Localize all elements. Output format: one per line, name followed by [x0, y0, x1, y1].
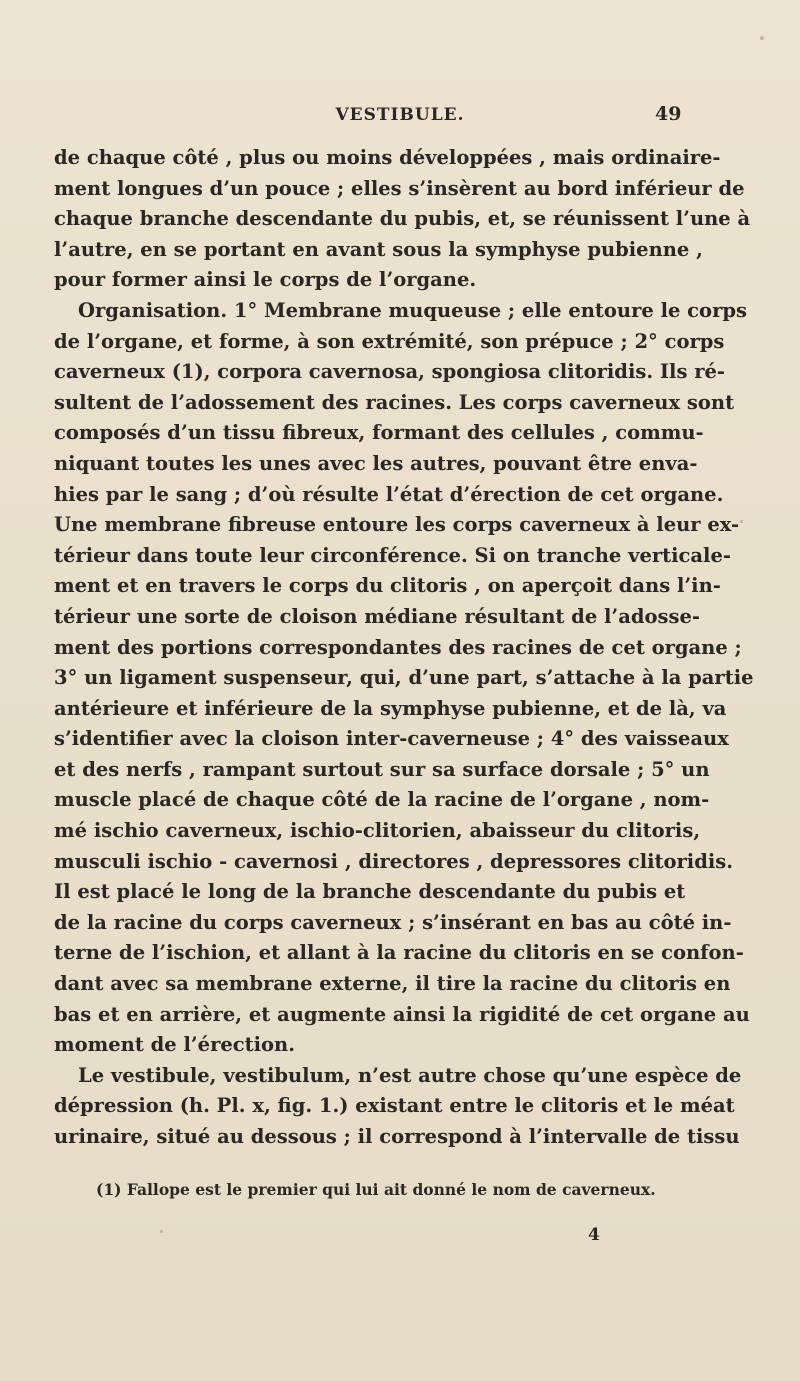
paper-speck	[760, 36, 764, 40]
text-line: antérieure et inférieure de la symphyse pubienne, et de là, va	[54, 696, 727, 720]
text-line: caverneux (1), corpora cavernosa, spongiosa clitoridis. Ils ré-	[54, 360, 725, 384]
text-line: térieur dans toute leur circonférence. Si on tranche verticale-	[54, 543, 731, 567]
body-text	[54, 143, 754, 1153]
text-line: Une membrane fibreuse entoure les corps caverneux à leur ex-	[54, 513, 740, 537]
text-line: ment et en travers le corps du clitoris , on aperçoit dans l’in-	[54, 574, 721, 598]
text-line: ment des portions correspondantes des racines de cet organe ;	[54, 635, 742, 659]
text-line: Il est placé le long de la branche descendante du pubis et	[54, 880, 686, 904]
text-line: moment de l’érection.	[54, 1033, 296, 1057]
text-line: l’autre, en se portant en avant sous la symphyse pubienne ,	[54, 237, 703, 261]
footnote: (1) Fallope est le premier qui lui ait donné le nom de caverneux.	[96, 1180, 656, 1199]
text-line: composés d’un tissu fibreux, formant des cellules , commu-	[54, 421, 704, 445]
text-line: de la racine du corps caverneux ; s’insérant en bas au côté in-	[54, 910, 732, 934]
text-line: de chaque côté , plus ou moins développées , mais ordinaire-	[54, 146, 721, 169]
text-line: pour former ainsi le corps de l’organe.	[54, 268, 477, 292]
text-line: dant avec sa membrane externe, il tire la racine du clitoris en	[54, 972, 731, 996]
running-title: VESTIBULE.	[335, 105, 465, 125]
text-line: musculi ischio - cavernosi , directores , depressores clitoridis.	[54, 849, 734, 873]
page-number: 49	[655, 103, 682, 125]
text-line: chaque branche descendante du pubis, et, se réunissent l’une à	[54, 207, 751, 231]
text-line: et des nerfs , rampant surtout sur sa surface dorsale ; 5° un	[54, 757, 710, 781]
text-line: urinaire, situé au dessous ; il correspond à l’intervalle de tissu	[54, 1125, 740, 1148]
text-line: ment longues d’un pouce ; elles s’insèrent au bord inférieur de	[54, 176, 745, 200]
text-line: térieur une sorte de cloison médiane résultant de l’adosse-	[54, 604, 700, 628]
text-line: hies par le sang ; d’où résulte l’état d’érection de cet organe.	[54, 482, 724, 506]
text-line: Organisation. 1° Membrane muqueuse ; elle entoure le corps	[78, 298, 747, 322]
paper-speck	[160, 1230, 163, 1233]
text-line: bas et en arrière, et augmente ainsi la rigidité de cet organe au	[54, 1002, 750, 1026]
text-line: 3° un ligament suspenseur, qui, d’une part, s’attache à la partie	[54, 666, 754, 690]
text-line: s’identifier avec la cloison inter-caverneuse ; 4° des vaisseaux	[54, 727, 729, 751]
text-line: dépression (h. Pl. x, fig. 1.) existant entre le clitoris et le méat	[54, 1094, 735, 1118]
text-line: Le vestibule, vestibulum, n’est autre chose qu’une espèce de	[78, 1063, 742, 1087]
text-line: mé ischio caverneux, ischio-clitorien, abaisseur du clitoris,	[54, 819, 701, 843]
text-line: muscle placé de chaque côté de la racine de l’organe , nom-	[54, 788, 710, 812]
text-line: niquant toutes les unes avec les autres, pouvant être enva-	[54, 451, 698, 475]
text-line: terne de l’ischion, et allant à la racine du clitoris en se confon-	[54, 941, 744, 965]
text-line: de l’organe, et forme, à son extrémité, son prépuce ; 2° corps	[54, 329, 725, 353]
paper-speck	[740, 520, 743, 523]
text-line: sultent de l’adossement des racines. Les corps caverneux sont	[54, 390, 735, 414]
signature-mark: 4	[588, 1225, 600, 1245]
